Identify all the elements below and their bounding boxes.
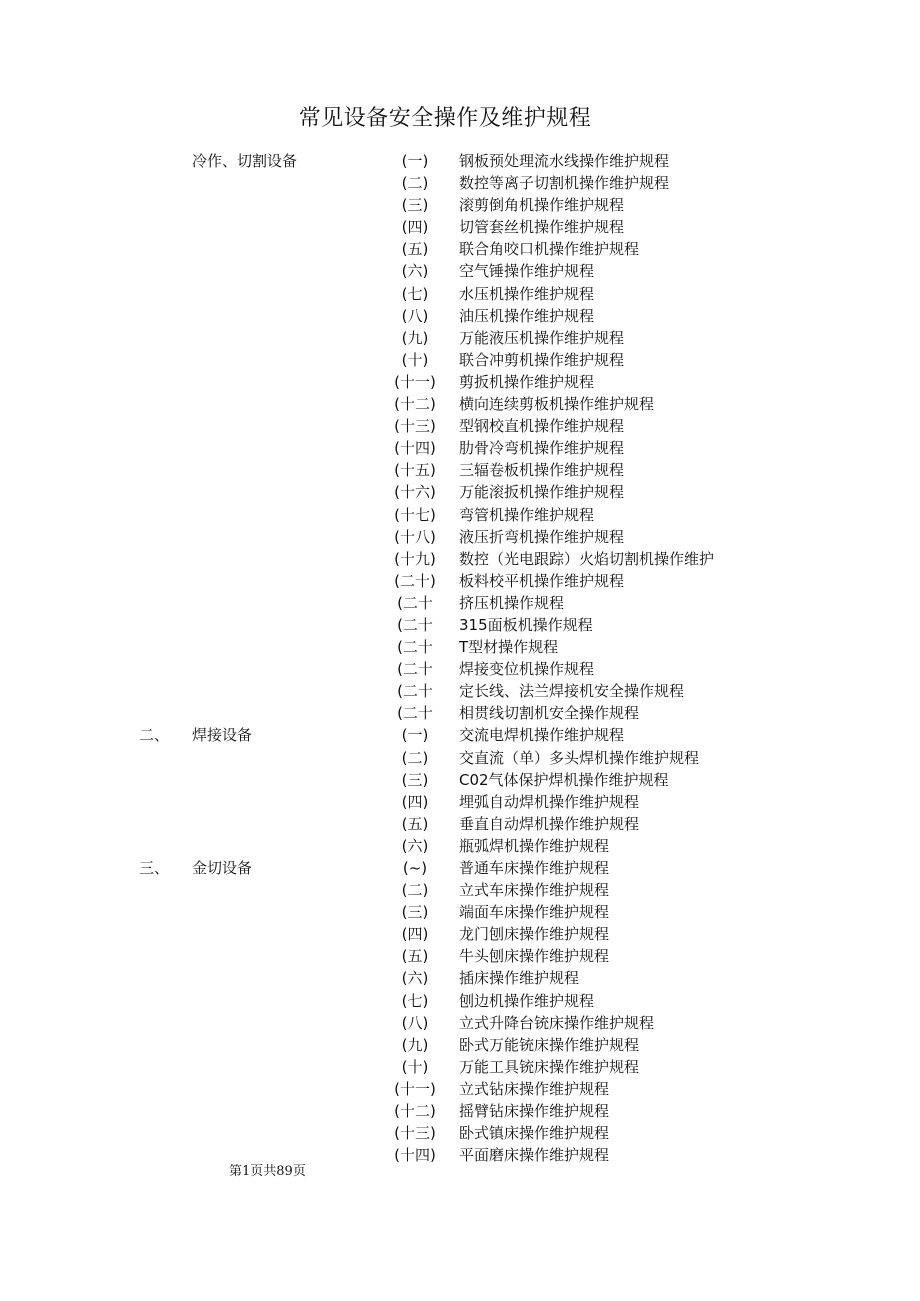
- item-title: 钢板预处理流水线操作维护规程: [459, 152, 670, 170]
- toc-row: [0, 1012, 920, 1034]
- item-title: 315面板机操作规程: [459, 615, 593, 634]
- item-number: (三): [401, 196, 429, 215]
- item-title: 型钢校直机操作维护规程: [459, 417, 625, 436]
- toc-row: [0, 592, 920, 614]
- toc-row: [0, 481, 920, 503]
- item-number: (二十: [397, 615, 433, 634]
- item-title: 立式升降台铳床操作维护规程: [459, 1013, 655, 1032]
- item-title: 剪扳机操作维护规程: [459, 372, 595, 391]
- page-footer: 第1页共89页: [229, 1164, 306, 1179]
- toc-row: [0, 305, 920, 327]
- toc-row: [0, 1144, 920, 1166]
- item-title: 定长线、法兰焊接机安全操作规程: [459, 682, 685, 701]
- toc-row: [0, 150, 920, 172]
- toc-row: [0, 459, 920, 481]
- item-number: (十): [401, 1057, 429, 1076]
- item-number: (十一): [394, 1079, 436, 1098]
- toc-row: [0, 283, 920, 305]
- toc-row: [0, 945, 920, 967]
- toc-row: [0, 835, 920, 857]
- item-title: 插床操作维护规程: [459, 969, 580, 988]
- item-title: 挤压机操作规程: [459, 593, 565, 612]
- item-number: (八): [401, 1013, 429, 1032]
- section-name: 冷作、切割设备: [192, 152, 298, 170]
- toc-row: [0, 526, 920, 548]
- item-title: 摇臂钻床操作维护规程: [459, 1102, 610, 1121]
- item-number: (十一): [394, 372, 436, 391]
- toc-row: [0, 238, 920, 260]
- toc-row: [0, 879, 920, 901]
- item-number: (九): [401, 1035, 429, 1054]
- item-title: 板料校平机操作维护规程: [459, 571, 625, 590]
- item-number: (四): [401, 792, 429, 811]
- item-number: (三): [401, 770, 429, 789]
- toc-row: [0, 415, 920, 437]
- item-title: 联合角咬口机操作维护规程: [459, 240, 640, 259]
- toc-row: [0, 437, 920, 459]
- item-number: (六): [401, 262, 429, 281]
- item-number: (一): [401, 726, 429, 745]
- toc-row: [0, 504, 920, 526]
- item-title: 牛头刨床操作维护规程: [459, 947, 610, 966]
- item-title: 龙门刨床操作维护规程: [459, 925, 610, 944]
- section-number: 二、: [139, 726, 170, 745]
- item-number: (二十: [397, 682, 433, 701]
- item-number: (五): [401, 240, 429, 259]
- toc-row: [0, 570, 920, 592]
- item-title: 立式车床操作维护规程: [459, 881, 610, 900]
- item-number: (四): [401, 218, 429, 237]
- toc-row: [0, 857, 920, 879]
- item-number: (十三): [394, 1124, 436, 1143]
- toc-row: [0, 967, 920, 989]
- item-title: 普通车床操作维护规程: [459, 859, 610, 877]
- item-title: 平面磨床操作维护规程: [459, 1146, 610, 1165]
- section-number: 三、: [139, 859, 170, 877]
- item-title: 滚剪倒角机操作维护规程: [459, 196, 625, 215]
- item-number: (二): [401, 881, 429, 900]
- item-number: (十二): [394, 1102, 436, 1121]
- item-title: 横向连续剪板机操作维护规程: [459, 395, 655, 414]
- item-number: (~): [402, 859, 428, 877]
- item-title: 交流电焊机操作维护规程: [459, 726, 625, 745]
- toc-row: [0, 990, 920, 1012]
- item-number: (十四): [394, 1146, 436, 1165]
- toc-row: [0, 702, 920, 724]
- item-number: (二): [401, 174, 429, 193]
- item-title: T型材操作规程: [459, 638, 559, 657]
- item-number: (六): [401, 836, 429, 855]
- item-number: (十三): [394, 417, 436, 436]
- toc-row: [0, 371, 920, 393]
- item-number: (七): [401, 284, 429, 303]
- toc-row: [0, 194, 920, 216]
- item-title: 三辐卷板机操作维护规程: [459, 461, 625, 480]
- item-title: 垂直自动焊机操作维护规程: [459, 814, 640, 833]
- item-title: 埋弧自动焊机操作维护规程: [459, 792, 640, 811]
- item-title: 水压机操作维护规程: [459, 284, 595, 303]
- toc-row: [0, 216, 920, 238]
- item-number: (三): [401, 903, 429, 922]
- section-name: 焊接设备: [192, 726, 253, 745]
- item-title: 万能滚扳机操作维护规程: [459, 483, 625, 502]
- item-number: (二十): [394, 571, 436, 590]
- toc-row: [0, 813, 920, 835]
- document-title: 常见设备安全操作及维护规程: [298, 106, 592, 131]
- item-number: (四): [401, 925, 429, 944]
- item-number: (八): [401, 306, 429, 325]
- item-number: (十五): [394, 461, 436, 480]
- table-of-contents: [0, 150, 920, 1166]
- item-title: 瓶弧焊机操作维护规程: [459, 836, 610, 855]
- item-title: 焊接变位机操作规程: [459, 660, 595, 679]
- toc-row: [0, 680, 920, 702]
- toc-row: [0, 658, 920, 680]
- toc-row: [0, 393, 920, 415]
- toc-row: [0, 614, 920, 636]
- item-number: (六): [401, 969, 429, 988]
- item-title: C02气体保护焊机操作维护规程: [459, 770, 669, 789]
- item-title: 数控等离子切割机操作维护规程: [459, 174, 670, 193]
- toc-row: [0, 901, 920, 923]
- item-title: 万能工具铳床操作维护规程: [459, 1057, 640, 1076]
- section-name: 金切设备: [192, 859, 253, 877]
- item-title: 切管套丝机操作维护规程: [459, 218, 625, 237]
- item-number: (十): [401, 350, 429, 369]
- toc-row: [0, 260, 920, 282]
- item-title: 联合冲剪机操作维护规程: [459, 350, 625, 369]
- item-number: (十二): [394, 395, 436, 414]
- item-title: 立式钻床操作维护规程: [459, 1079, 610, 1098]
- item-number: (二十: [397, 593, 433, 612]
- item-number: (五): [401, 947, 429, 966]
- item-title: 空气锤操作维护规程: [459, 262, 595, 281]
- item-number: (二十: [397, 704, 433, 723]
- item-number: (十六): [394, 483, 436, 502]
- toc-row: [0, 349, 920, 371]
- item-number: (十九): [394, 549, 436, 568]
- item-number: (二): [401, 748, 429, 767]
- item-title: 卧式镇床操作维护规程: [459, 1124, 610, 1143]
- toc-row: [0, 636, 920, 658]
- toc-row: [0, 791, 920, 813]
- toc-row: [0, 1100, 920, 1122]
- toc-row: [0, 769, 920, 791]
- toc-row: [0, 1056, 920, 1078]
- toc-row: [0, 548, 920, 570]
- item-title: 卧式万能铳床操作维护规程: [459, 1035, 640, 1054]
- item-title: 刨边机操作维护规程: [459, 991, 595, 1010]
- item-title: 肋骨冷弯机操作维护规程: [459, 439, 625, 458]
- item-number: (二十: [397, 660, 433, 679]
- toc-row: [0, 923, 920, 945]
- item-number: (一): [401, 152, 429, 170]
- toc-row: [0, 1078, 920, 1100]
- item-number: (十八): [394, 527, 436, 546]
- item-title: 油压机操作维护规程: [459, 306, 595, 325]
- item-number: (五): [401, 814, 429, 833]
- item-number: (十四): [394, 439, 436, 458]
- toc-row: [0, 724, 920, 746]
- toc-row: [0, 747, 920, 769]
- item-title: 万能液压机操作维护规程: [459, 328, 625, 347]
- item-title: 交直流（单）多头焊机操作维护规程: [459, 748, 700, 767]
- item-title: 液压折弯机操作维护规程: [459, 527, 625, 546]
- item-title: 数控（光电跟踪）火焰切割机操作维护: [459, 549, 715, 568]
- toc-row: [0, 1122, 920, 1144]
- item-title: 端面车床操作维护规程: [459, 903, 610, 922]
- item-title: 弯管机操作维护规程: [459, 505, 595, 524]
- toc-row: [0, 327, 920, 349]
- item-number: (二十: [397, 638, 433, 657]
- item-number: (九): [401, 328, 429, 347]
- item-number: (七): [401, 991, 429, 1010]
- toc-row: [0, 1034, 920, 1056]
- item-number: (十七): [394, 505, 436, 524]
- item-title: 相贯线切割机安全操作规程: [459, 704, 640, 723]
- toc-row: [0, 172, 920, 194]
